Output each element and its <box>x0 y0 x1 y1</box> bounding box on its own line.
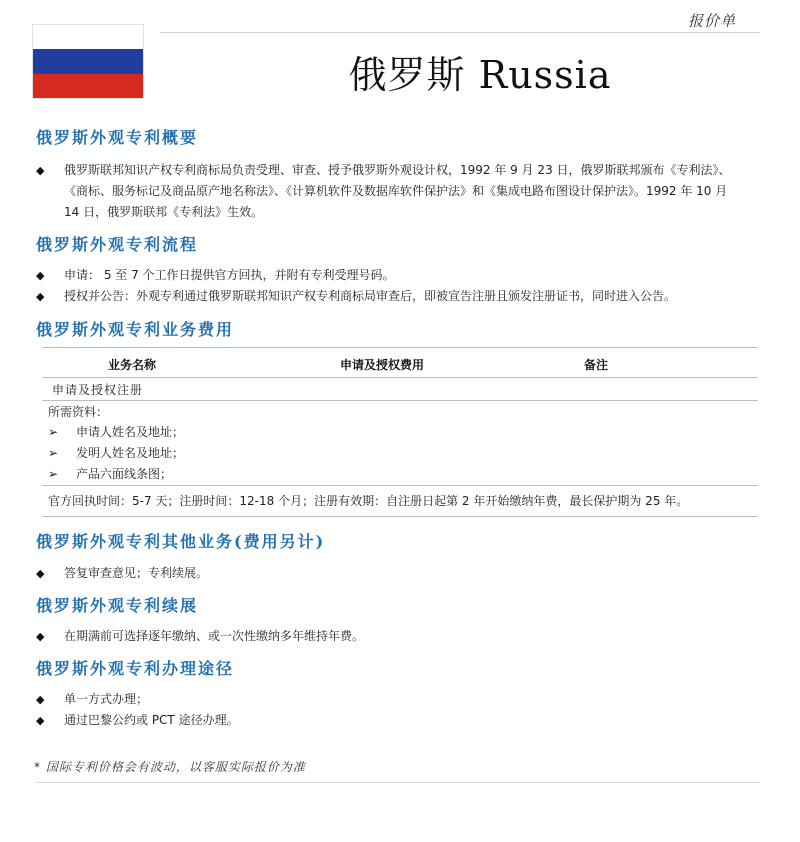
arrow-bullet-icon: ➢ <box>48 446 59 460</box>
material-inventor: 发明人姓名及地址； <box>76 446 185 460</box>
arrow-bullet-icon: ➢ <box>48 467 59 481</box>
material-drawings: 产品六面线条图； <box>76 467 173 481</box>
renewal-text: 在期满前可选择逐年缴纳、或一次性缴纳多年维持年费。 <box>64 629 365 643</box>
section-heading-overview: 俄罗斯外观专利概要 <box>36 128 199 147</box>
materials-label: 所需资料： <box>48 405 109 419</box>
list-item <box>36 710 744 731</box>
diamond-bullet-icon: ◆ <box>36 567 45 580</box>
route-pct-text: 通过巴黎公约或 PCT 途径办理。 <box>64 713 239 727</box>
diamond-bullet-icon: ◆ <box>36 269 45 282</box>
section-heading-other: 俄罗斯外观专利其他业务(费用另计) <box>36 532 326 551</box>
document-type-label: 报价单 <box>687 12 736 30</box>
diamond-bullet-icon: ◆ <box>36 630 45 643</box>
list-item <box>36 422 756 443</box>
table-top-border <box>42 347 758 348</box>
table-header-service: 业务名称 <box>108 358 157 372</box>
list-item <box>36 563 744 584</box>
header-divider <box>160 32 760 33</box>
footer-divider <box>36 782 760 783</box>
russia-flag-icon <box>32 24 144 99</box>
list-item <box>36 689 744 710</box>
section-heading-routes: 俄罗斯外观专利办理途径 <box>36 659 235 678</box>
overview-text: 俄罗斯联邦知识产权专利商标局负责受理、审查、授予俄罗斯外观设计权，1992 年 9 月 23 日，俄罗斯联邦颁布《专利法》、《商标、服务标记及商品原产地名称法》、《计算机软件及数据库软件保护法》和《集成电路布图设计保护法》。1992 年 10 月 14 日，俄罗斯联邦《专利法》生效。 <box>64 163 731 219</box>
table-bottom-border <box>42 516 758 517</box>
list-item <box>36 265 744 286</box>
arrow-bullet-icon: ➢ <box>48 425 59 439</box>
table-header-fee: 申请及授权费用 <box>340 358 425 372</box>
section-heading-process: 俄罗斯外观专利流程 <box>36 235 199 254</box>
table-row-label: 申请及授权注册 <box>52 383 144 397</box>
table-header-remark: 备注 <box>584 358 609 372</box>
section-heading-renewal: 俄罗斯外观专利续展 <box>36 596 199 615</box>
flag-band-red <box>33 74 143 98</box>
diamond-bullet-icon: ◆ <box>36 714 45 727</box>
table-materials-border <box>42 485 758 486</box>
list-item <box>36 443 756 464</box>
route-single-text: 单一方式办理； <box>64 692 149 706</box>
list-item <box>36 626 744 647</box>
diamond-bullet-icon: ◆ <box>36 290 45 303</box>
timing-text: 官方回执时间：5-7 天；注册时间：12-18 个月；注册有效期：自注册日起第 2 年开始缴纳年费，最长保护期为 25 年。 <box>48 494 689 508</box>
other-services-text: 答复审查意见；专利续展。 <box>64 566 209 580</box>
list-item <box>36 160 744 223</box>
diamond-bullet-icon: ◆ <box>36 164 45 177</box>
table-header-border <box>42 377 758 378</box>
diamond-bullet-icon: ◆ <box>36 693 45 706</box>
section-heading-fees: 俄罗斯外观专利业务费用 <box>36 320 235 339</box>
table-row-border <box>42 400 758 401</box>
flag-band-white <box>33 25 143 49</box>
process-application-text: 申请： 5 至 7 个工作日提供官方回执，并附有专利受理号码。 <box>64 268 395 282</box>
list-item <box>36 464 756 485</box>
process-grant-text: 授权并公告：外观专利通过俄罗斯联邦知识产权专利商标局审查后，即被宣告注册且颁发注册证书，同时进入公告。 <box>64 289 677 303</box>
flag-band-blue <box>33 49 143 73</box>
price-disclaimer: * 国际专利价格会有波动，以客服实际报价为准 <box>34 760 306 774</box>
page-title: 俄罗斯 Russia <box>348 53 612 97</box>
list-item <box>36 286 744 307</box>
material-applicant: 申请人姓名及地址； <box>76 425 185 439</box>
